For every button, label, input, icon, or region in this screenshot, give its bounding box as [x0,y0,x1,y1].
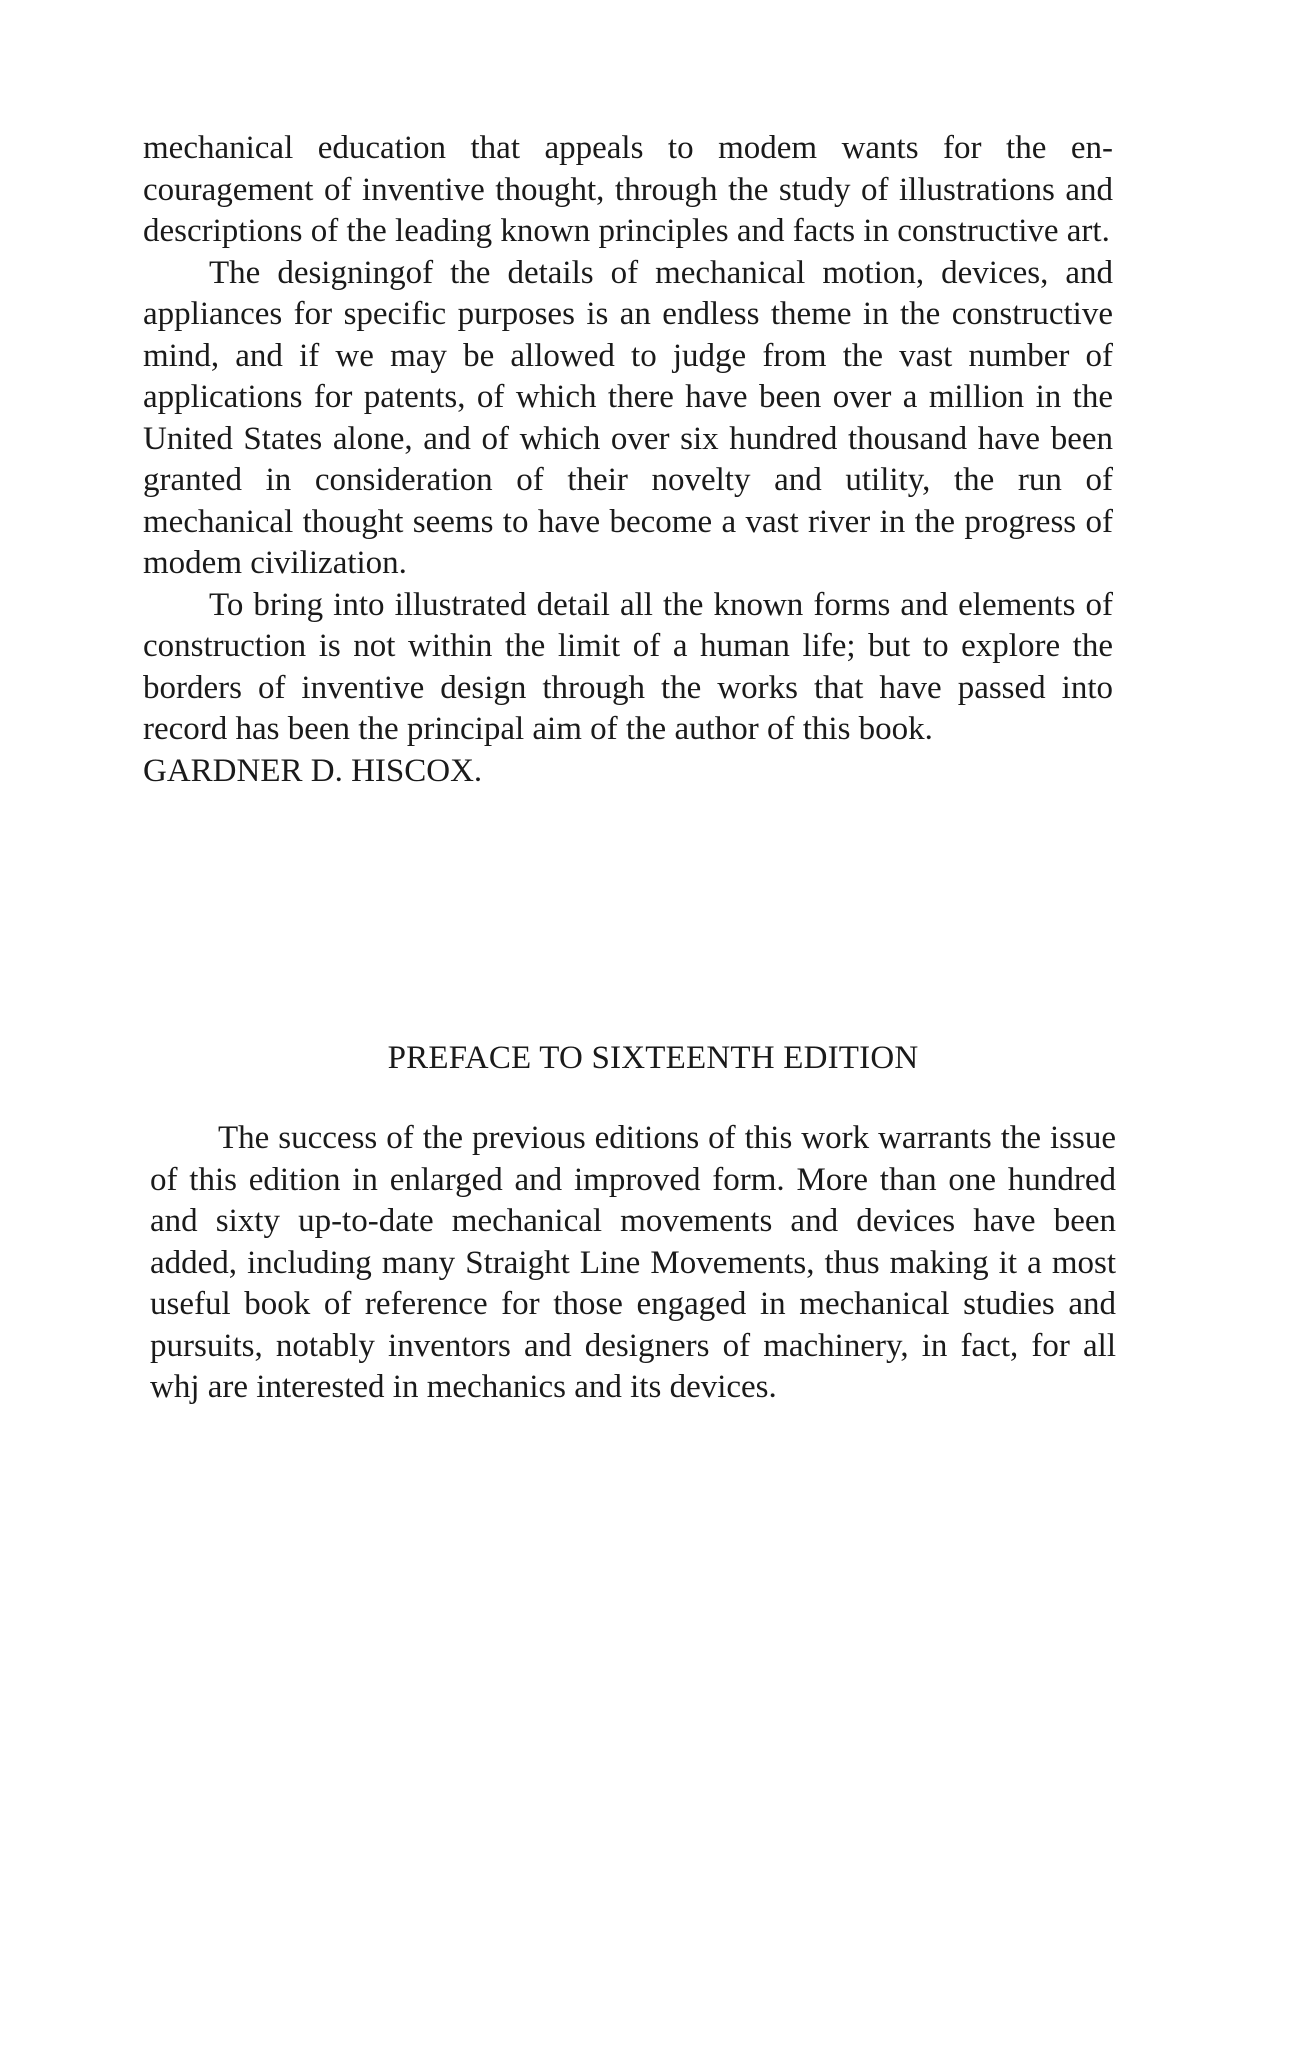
introduction-text [143,128,1113,792]
preface-heading: PREFACE TO SIXTEENTH EDITION [387,1040,919,1076]
intro-paragraph-2: The designingof the details of mechanical motion, devices, and appliances for specific purposes is an endless theme in the constructive mind, and if we may be allowed to judge from the vast number of applications for patents, of which there have been over a million in the United States alone, and of which over six hundred thousand have been granted in consideration of their novelty and utility, the run of mechanical thought seems to have become a vast river in the progress of modem civilization. [143,254,1113,581]
intro-paragraph-3: To bring into illustrated detail all the known forms and elements of construction is not within the limit of a human life; but to explore the borders of inventive design through the works that have passed into record has been the principal aim of the author of this book. [143,586,1113,747]
preface-text [150,1118,1116,1409]
preface-paragraph: The success of the previous editions of this work warrants the issue of this edition in enlarged and improved form. More than one hundred and sixty up-to-date mechanical movements and devices have been added, including many Straight Line Movements, thus making it a most useful book of reference for those engaged in mechanical studies and pursuits, notably inventors and designers of machinery, in fact, for all whj are interested in mechanics and its devices. [150,1120,1116,1405]
author-signature: GARDNER D. HISCOX. [143,752,483,789]
intro-paragraph-1: mechanical education that appeals to modem wants for the encouragement of inventive thought, through the study of illustrations and descriptions of the leading known principles and facts in constructive art. [143,130,1113,249]
